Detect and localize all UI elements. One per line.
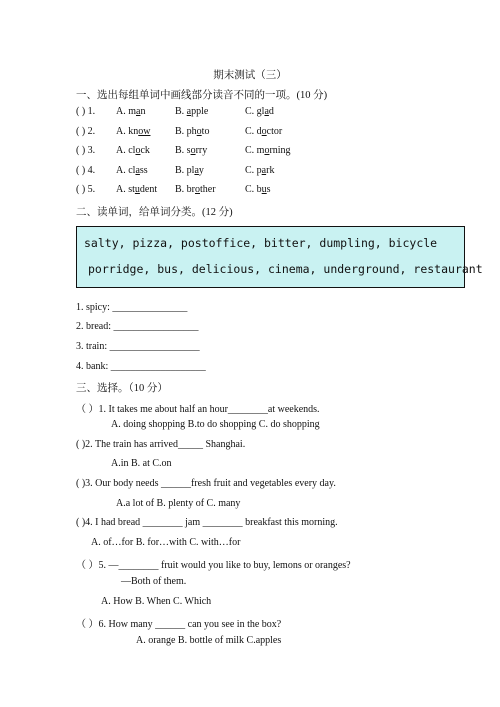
option-a bbox=[116, 126, 150, 137]
word-part: ck bbox=[140, 145, 150, 156]
word-part: A. st bbox=[116, 184, 135, 195]
underlined-letters: ow bbox=[138, 126, 151, 137]
word-part: B. br bbox=[175, 184, 195, 195]
word-part: A. m bbox=[116, 106, 136, 117]
underlined-letters: a bbox=[136, 106, 141, 117]
section3-heading: 三、选择。（10 分） bbox=[76, 383, 168, 394]
question-2-options[interactable]: A.in B. at C.on bbox=[111, 458, 172, 469]
answer-blank[interactable]: ( ) 2. bbox=[76, 126, 96, 137]
word-part: ss bbox=[139, 165, 148, 176]
question-4: ( )4. I had bread ________ jam ________ breakfast this morning. bbox=[76, 517, 338, 528]
option-b bbox=[175, 106, 208, 117]
question-3-options[interactable]: A.a lot of B. plenty of C. many bbox=[116, 498, 241, 509]
category-spicy[interactable]: 1. spicy: _______________ bbox=[76, 302, 188, 313]
option-a bbox=[116, 106, 145, 117]
word-part: dent bbox=[139, 184, 158, 195]
word-part: C. gl bbox=[245, 106, 265, 117]
underlined-letters: u bbox=[261, 184, 267, 195]
underlined-letters: o bbox=[264, 145, 270, 156]
word-part: B. s bbox=[175, 145, 191, 156]
word-part: rning bbox=[269, 145, 291, 156]
question-2: ( )2. The train has arrived_____ Shanghai. bbox=[76, 439, 246, 450]
word-part: A. kn bbox=[116, 126, 139, 137]
question-6-options[interactable]: A. orange B. bottle of milk C.apples bbox=[136, 635, 282, 646]
underlined-letters: o bbox=[196, 126, 202, 137]
option-c bbox=[245, 126, 282, 137]
underlined-letters: o bbox=[261, 126, 267, 137]
question-5-options[interactable]: A. How B. When C. Which bbox=[101, 596, 212, 607]
word-bank-line1: salty, pizza, postoffice, bitter, dumpling, bicycle bbox=[84, 236, 438, 250]
question-4-options[interactable]: A. of…for B. for…with C. with…for bbox=[91, 537, 241, 548]
answer-blank[interactable]: ( ) 3. bbox=[76, 145, 96, 156]
word-part: B. ph bbox=[175, 126, 197, 137]
underlined-letters: a bbox=[194, 165, 199, 176]
underlined-letters: a bbox=[186, 106, 192, 117]
option-c bbox=[245, 184, 271, 195]
word-part: rk bbox=[266, 165, 275, 176]
page-title: 期末测试（三） bbox=[213, 70, 287, 81]
word-part: C. d bbox=[245, 126, 262, 137]
category-bank[interactable]: 4. bank: ___________________ bbox=[76, 361, 206, 372]
underlined-letters: a bbox=[261, 165, 267, 176]
answer-blank[interactable]: ( ) 4. bbox=[76, 165, 96, 176]
word-part: ther bbox=[200, 184, 216, 195]
word-part: A. cl bbox=[116, 165, 136, 176]
word-bank-box bbox=[76, 226, 483, 288]
word-part: y bbox=[198, 165, 204, 176]
word-part: B. bbox=[175, 106, 187, 117]
option-b bbox=[175, 184, 216, 195]
answer-blank[interactable]: ( ) 1. bbox=[76, 106, 96, 117]
option-a bbox=[116, 145, 150, 156]
option-a bbox=[116, 165, 148, 176]
underlined-letters: a bbox=[135, 165, 140, 176]
word-part: C. p bbox=[245, 165, 262, 176]
question-3: ( )3. Our body needs ______fresh fruit and vegetables every day. bbox=[76, 478, 336, 489]
word-part: to bbox=[201, 126, 210, 137]
option-b bbox=[175, 145, 207, 156]
option-a bbox=[116, 184, 157, 195]
option-c bbox=[245, 145, 291, 156]
word-part: A. cl bbox=[116, 145, 136, 156]
underlined-letters: o bbox=[135, 145, 141, 156]
option-c bbox=[245, 106, 274, 117]
word-part: pple bbox=[191, 106, 209, 117]
word-part: ctor bbox=[266, 126, 283, 137]
underlined-letters: a bbox=[264, 106, 269, 117]
question-6: （ ）6. How many ______ can you see in the box? bbox=[76, 619, 282, 630]
option-b bbox=[175, 126, 209, 137]
section2-heading: 二、读单词，给单词分类。(12 分) bbox=[76, 207, 233, 218]
underlined-letters: o bbox=[195, 184, 200, 195]
category-train[interactable]: 3. train: __________________ bbox=[76, 341, 200, 352]
option-b bbox=[175, 165, 204, 176]
word-part: s bbox=[266, 184, 271, 195]
word-bank-line2: porridge, bus, delicious, cinema, underground, restaurant bbox=[88, 262, 483, 276]
section1-heading: 一、选出每组单词中画线部分读音不同的一项。(10 分) bbox=[76, 90, 328, 101]
word-part: B. pl bbox=[175, 165, 195, 176]
question-5-reply: —Both of them. bbox=[121, 576, 187, 587]
question-1-options[interactable]: A. doing shopping B.to do shopping C. do shopping bbox=[111, 419, 320, 430]
question-5: （ ）5. —________ fruit would you like to buy, lemons or oranges? bbox=[76, 560, 351, 571]
question-1: （ ）1. It takes me about half an hour________at weekends. bbox=[76, 404, 320, 415]
word-part: n bbox=[140, 106, 146, 117]
underlined-letters: u bbox=[134, 184, 140, 195]
option-c bbox=[245, 165, 274, 176]
word-part: d bbox=[268, 106, 274, 117]
word-part: C. b bbox=[245, 184, 262, 195]
answer-blank[interactable]: ( ) 5. bbox=[76, 184, 96, 195]
word-part: C. m bbox=[245, 145, 265, 156]
word-part: rry bbox=[195, 145, 208, 156]
underlined-letters: o bbox=[190, 145, 196, 156]
category-bread[interactable]: 2. bread: _________________ bbox=[76, 321, 199, 332]
